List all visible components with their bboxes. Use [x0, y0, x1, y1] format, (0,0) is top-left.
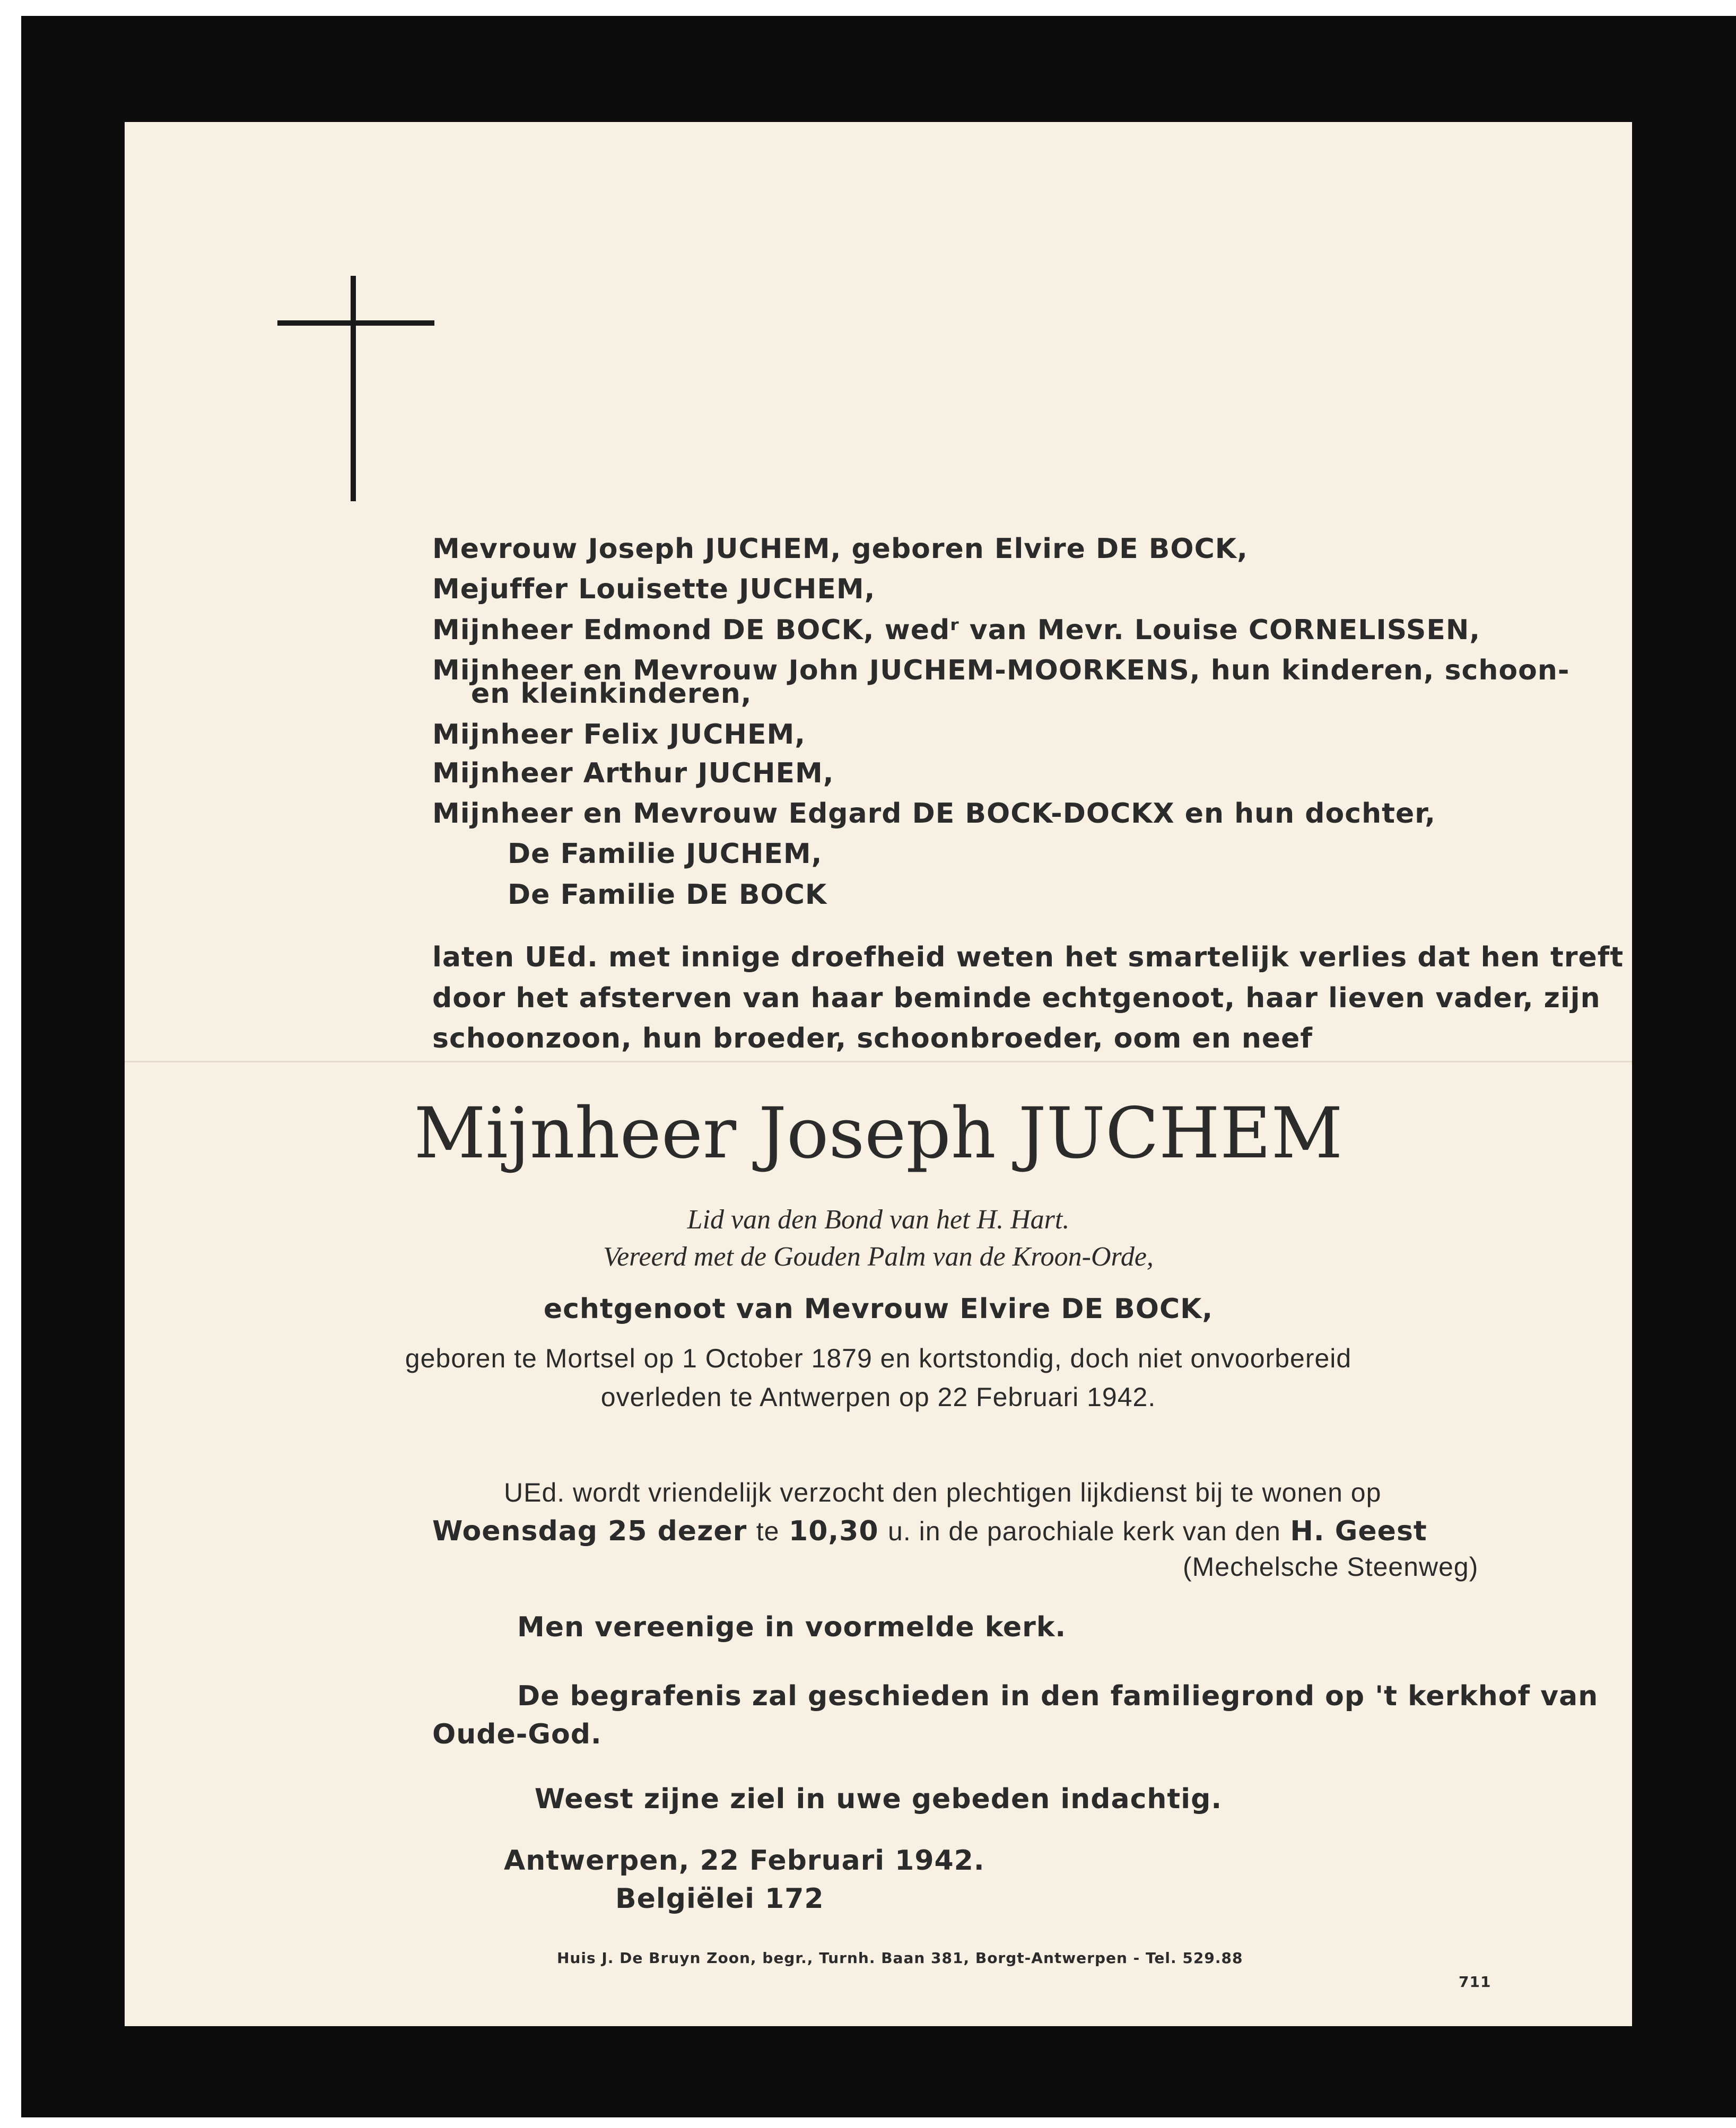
fold-line [125, 1061, 1632, 1062]
life-line: geboren te Mortsel op 1 October 1879 en kortstondig, doch niet onvoorbereid [405, 1344, 1352, 1373]
deceased-name: Mijnheer Joseph JUCHEM [414, 1093, 1343, 1174]
honor-line: Lid van den Bond van het H. Hart. [687, 1205, 1070, 1235]
family-line: De Familie DE BOCK [508, 879, 827, 911]
burial-line: De begrafenis zal geschieden in den familiegrond op 't kerkhof van [517, 1680, 1599, 1712]
family-line: Mijnheer en Mevrouw Edgard DE BOCK-DOCKX en hun dochter, [432, 798, 1436, 830]
family-line: Mejuffer Louisette JUCHEM, [432, 573, 876, 605]
family-line: Mijnheer Arthur JUCHEM, [432, 757, 834, 789]
announcement-line: schoonzoon, hun broeder, schoonbroeder, oom en neef [432, 1023, 1313, 1054]
printer-line: Huis J. De Bruyn Zoon, begr., Turnh. Baan 381, Borgt-Antwerpen - Tel. 529.88 [557, 1949, 1243, 1967]
service-mid: u. in de parochiale kerk van den [888, 1516, 1281, 1546]
family-line: Mijnheer en Mevrouw John JUCHEM-MOORKENS, hun kinderen, schoon- [432, 655, 1570, 686]
service-day: Woensdag 25 dezer [432, 1515, 747, 1547]
family-line: Mevrouw Joseph JUCHEM, geboren Elvire DE BOCK, [432, 533, 1248, 565]
service-line: UEd. wordt vriendelijk verzocht den plechtigen lijkdienst bij te wonen op [504, 1478, 1382, 1507]
announcement-line: laten UEd. met innige droefheid weten het smartelijk verlies dat hen treft [432, 941, 1624, 973]
death-notice-paper [125, 122, 1632, 2026]
honor-line: Vereerd met de Gouden Palm van de Kroon-Orde, [603, 1242, 1154, 1272]
service-time: 10,30 [789, 1515, 879, 1547]
service-street: (Mechelsche Steenweg) [1183, 1552, 1479, 1582]
family-line: De Familie JUCHEM, [508, 838, 823, 870]
announcement-line: door het afsterven van haar beminde echtgenoot, haar lieven vader, zijn [432, 982, 1601, 1014]
burial-line: Oude-God. [432, 1719, 602, 1750]
print-code: 711 [1459, 1973, 1491, 1991]
family-line: en kleinkinderen, [471, 678, 752, 710]
prayer-line: Weest zijne ziel in uwe gebeden indachtig. [534, 1783, 1223, 1815]
service-details [432, 1515, 1427, 1547]
service-te: te [756, 1516, 780, 1546]
spouse-line: echtgenoot van Mevrouw Elvire DE BOCK, [543, 1293, 1214, 1325]
address: Belgiëlei 172 [615, 1883, 824, 1915]
life-line: overleden te Antwerpen op 22 Februari 1942. [600, 1382, 1156, 1412]
place-date: Antwerpen, 22 Februari 1942. [504, 1845, 985, 1877]
gathering-line: Men vereenige in voormelde kerk. [517, 1611, 1067, 1643]
family-line: Mijnheer Felix JUCHEM, [432, 719, 806, 751]
family-line: Mijnheer Edmond DE BOCK, wedʳ van Mevr. Louise CORNELISSEN, [432, 614, 1481, 646]
service-church: H. Geest [1290, 1515, 1427, 1547]
